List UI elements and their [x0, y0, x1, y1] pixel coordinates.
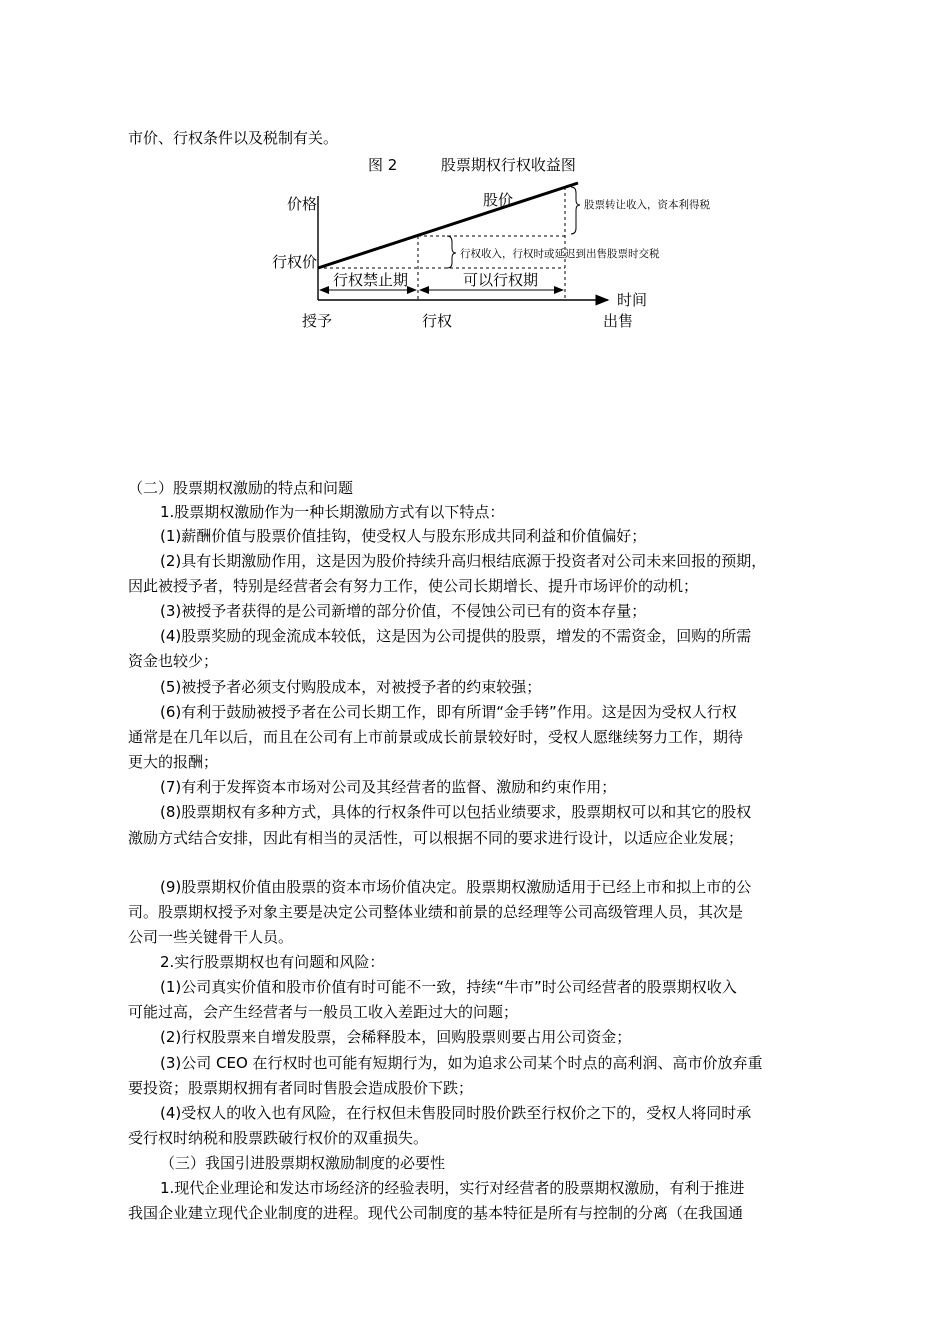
grant-label: 授予: [302, 312, 333, 330]
list-item: (4)股票奖励的现金流成本较低，这是因为公司提供的股票，增发的不需资金，回购的所需: [160, 627, 752, 645]
list-item-cont: 可能过高，会产生经营者与一般员工收入差距过大的问题；: [128, 1003, 519, 1021]
list-item: (5)被授予者必须支付购股成本，对被授予者的约束较强；: [160, 678, 542, 696]
stock-option-exercise-chart: [0, 180, 950, 520]
time-axis-label: 时间: [617, 291, 648, 309]
list-item: (4)受权人的收入也有风险，在行权但未售股同时股价跌至行权价之下的，受权人将同时承: [160, 1104, 752, 1122]
section2-heading: （二）股票期权激励的特点和问题: [128, 479, 354, 497]
list-item-cont: 激励方式结合安排，因此有相当的灵活性，可以根据不同的要求进行设计，以适应企业发展；: [128, 829, 744, 847]
list-item-cont: 更大的报酬；: [128, 753, 219, 771]
list-item: (8)股票期权有多种方式，具体的行权条件可以包括业绩要求，股票期权可以和其它的股权: [160, 803, 752, 821]
list-item-cont: 司。股票期权授予对象主要是决定公司整体业绩和前景的总经理等公司高级管理人员，其次是: [128, 903, 744, 921]
list-item-cont: 要投资；股票期权拥有者同时售股会造成股价下跌；: [128, 1079, 474, 1097]
list-item: (7)有利于发挥资本市场对公司及其经营者的监督、激励和约束作用；: [160, 778, 617, 796]
list-item: (6)有利于鼓励被授予者在公司长期工作，即有所谓“金手铐”作用。这是因为受权人行权: [160, 703, 737, 721]
no-exercise-period-label: 行权禁止期: [333, 271, 409, 289]
list-item-cont: 受行权时纳税和股票跌破行权价的双重损失。: [128, 1129, 429, 1147]
capital-gain-brace: [571, 187, 580, 234]
capital-gain-note: 股票转让收入，资本利得税: [584, 199, 710, 211]
section3-heading: （三）我国引进股票期权激励制度的必要性: [160, 1154, 446, 1172]
list-item: (1)公司真实价值和股市价值有时可能不一致，持续“牛市”时公司经营者的股票期权收入: [160, 978, 737, 996]
exercise-period-label: 可以行权期: [463, 271, 539, 289]
list-item: (2)行权股票来自增发股票，会稀释股本，回购股票则要占用公司资金；: [160, 1028, 632, 1046]
list-item: (3)被授予者获得的是公司新增的部分价值，不侵蚀公司已有的资本存量；: [160, 602, 647, 620]
exercise-label: 行权: [422, 312, 453, 330]
list-item: (2)具有长期激励作用，这是因为股价持续升高归根结底源于投资者对公司未来回报的预期，: [160, 552, 767, 570]
list-item-cont: 资金也较少；: [128, 652, 219, 670]
paragraph-cont: 我国企业建立现代企业制度的进程。现代公司制度的基本特征是所有与控制的分离（在我国通: [128, 1204, 744, 1222]
figure-title: [368, 154, 576, 175]
exercise-price-label: 行权价: [272, 253, 318, 271]
intro-line: 市价、行权条件以及税制有关。: [128, 129, 339, 147]
sale-label: 出售: [603, 312, 634, 330]
list-item: (1)薪酬价值与股票价值挂钩，使受权人与股东形成共同利益和价值偏好；: [160, 527, 647, 545]
list-item-cont: 公司一些关键骨干人员。: [128, 928, 294, 946]
paragraph: 1.股票期权激励作为一种长期激励方式有以下特点：: [160, 503, 505, 521]
list-item: (9)股票期权价值由股票的资本市场价值决定。股票期权激励适用于已经上市和拟上市的公: [160, 878, 752, 896]
figure-number: 图 2: [368, 156, 398, 174]
list-item: (3)公司 CEO 在行权时也可能有短期行为，如为追求公司某个时点的高利润、高市价放弃重: [160, 1054, 763, 1072]
exercise-income-brace: [447, 236, 456, 268]
list-item-cont: 因此被授予者，特别是经营者会有努力工作，使公司长期增长、提升市场评价的动机；: [128, 577, 699, 595]
list-item-cont: 通常是在几年以后，而且在公司有上市前景或成长前景较好时，受权人愿继续努力工作，期待: [128, 728, 744, 746]
paragraph: 2.实行股票期权也有问题和风险：: [160, 953, 385, 971]
price-axis-label: 价格: [287, 195, 318, 213]
figure-caption: 股票期权行权收益图: [440, 156, 576, 174]
stock-price-label: 股价: [483, 191, 514, 209]
paragraph: 1.现代企业理论和发达市场经济的经验表明，实行对经营者的股票期权激励，有利于推进: [160, 1179, 745, 1197]
exercise-income-note: 行权收入，行权时或延迟到出售股票时交税: [460, 248, 660, 260]
